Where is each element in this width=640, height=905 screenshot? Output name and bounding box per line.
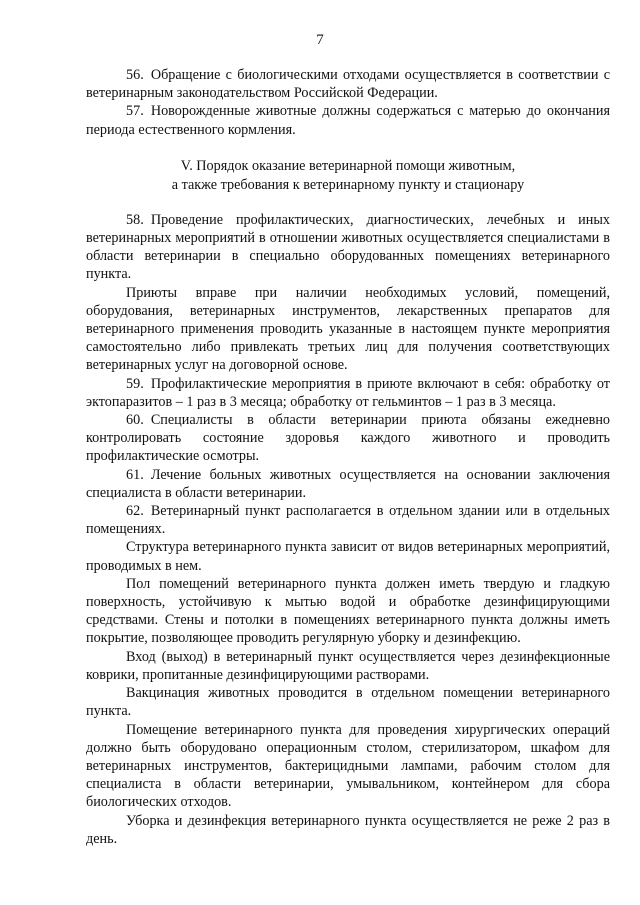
section-heading [86,157,610,195]
page-number: 7 [316,32,324,48]
paragraph-structure: Структура ветеринарного пункта зависит от видов ветеринарных мероприятий, проводимых в нем. [86,539,610,574]
paragraph-floor-walls: Пол помещений ветеринарного пункта должен иметь твердую и гладкую поверхность, устойчивую к мытью водой и обработке дезинфицирующими средствами. Стены и потолки в помещениях ветеринарного пункта должны иметь покрытие, позволяющее проводить регулярную уборку и дезинфекцию. [86,575,610,647]
paragraph-62: 62. Ветеринарный пункт располагается в отдельном здании или в отдельных помещениях. [86,503,610,538]
paragraph-59: 59. Профилактические мероприятия в приюте включают в себя: обработку от эктопаразитов – 1 раз в 3 месяца; обработку от гельминтов – 1 раз в 3 месяца. [86,375,610,410]
paragraph-57: 57. Новорожденные животные должны содержаться с матерью до окончания периода естественного кормления. [86,103,610,138]
paragraph-vaccination: Вакцинация животных проводится в отдельном помещении ветеринарного пункта. [86,685,610,720]
paragraph-56: 56. Обращение с биологическими отходами осуществляется в соответствии с ветеринарным законодательством Российской Федерации. [86,67,610,102]
paragraph-60: 60. Специалисты в области ветеринарии приюта обязаны ежедневно контролировать состояние здоровья каждого животного и проводить профилактические осмотры. [86,412,610,465]
paragraph-58: 58. Проведение профилактических, диагностических, лечебных и иных ветеринарных мероприятий в отношении животных осуществляется специалистами в области ветеринарии в специально оборудованных помещениях ветеринарного пункта. [86,211,610,283]
section-heading-line-1: V. Порядок оказание ветеринарной помощи животным, [180,157,516,174]
paragraph-surgery-room: Помещение ветеринарного пункта для проведения хирургических операций должно быть оборудовано операционным столом, стерилизатором, шкафом для ветеринарных инструментов, бактерицидными лампами, рабочим столом для специалиста в области ветеринарии, умывальником, контейнером для сбора биологических отходов. [86,721,610,811]
paragraph-61: 61. Лечение больных животных осуществляется на основании заключения специалиста в области ветеринарии. [86,466,610,501]
document-body [86,66,610,848]
paragraph-entrance: Вход (выход) в ветеринарный пункт осуществляется через дезинфекционные коврики, пропитанные дезинфицирующими растворами. [86,648,610,683]
section-heading-line-2: а также требования к ветеринарному пункту и стационару [171,176,525,193]
paragraph-cleaning: Уборка и дезинфекция ветеринарного пункта осуществляется не реже 2 раз в день. [86,812,610,847]
paragraph-shelters-rights: Приюты вправе при наличии необходимых условий, помещений, оборудования, ветеринарных инструментов, лекарственных препаратов для ветеринарного применения проводить указанные в настоящем пункте мероприятия самостоятельно либо привлекать третьих лиц для получения соответствующих ветеринарных услуг на договорной основе. [86,284,610,374]
